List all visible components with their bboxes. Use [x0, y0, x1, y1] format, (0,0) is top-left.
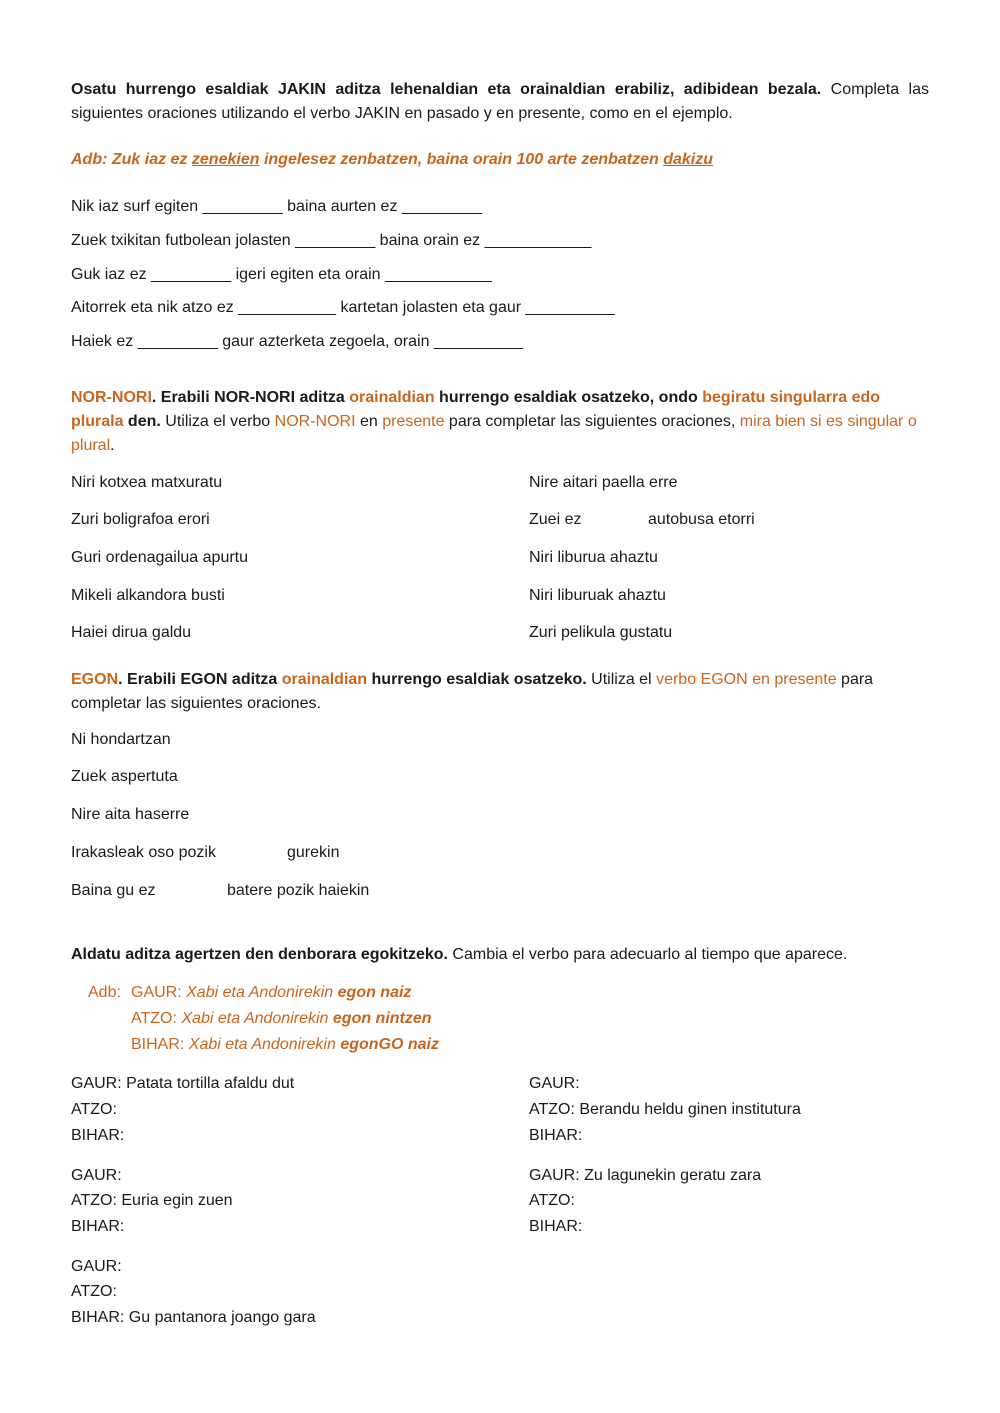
jakin-example-part: Adb: Zuk iaz ez — [71, 151, 192, 168]
egon-line-4: Irakasleak oso pozik — [71, 844, 216, 861]
aldatu-example-row-2 — [131, 1010, 432, 1028]
egon-title: EGON — [71, 671, 119, 688]
block-3-atzo: ATZO: Euria egin zuen — [71, 1192, 233, 1209]
example-label: ATZO: — [131, 1010, 177, 1027]
nornori-highlight: begiratu singularra edo plurala — [71, 389, 881, 430]
nornori-right-2: Zuei ez — [529, 511, 582, 528]
block-4-atzo: ATZO: — [529, 1192, 575, 1209]
egon-line-4-extra: gurekin — [287, 844, 340, 861]
nornori-title: NOR-NORI — [71, 389, 152, 406]
example-label: GAUR: — [131, 984, 182, 1001]
aldatu-instruction — [71, 946, 847, 964]
nornori-left-4: Mikeli alkandora busti — [71, 587, 225, 604]
jakin-instruction-rest: Completa las siguientes oraciones utilizando el verbo JAKIN en pasado y en presente, como en el ejemplo. — [71, 81, 929, 122]
block-2-atzo: ATZO: Berandu heldu ginen institutura — [529, 1101, 801, 1118]
block-5-bihar: BIHAR: Gu pantanora joango gara — [71, 1309, 316, 1326]
block-5-gaur: GAUR: — [71, 1258, 122, 1275]
jakin-line-3: Guk iaz ez _________ igeri egiten eta orain ____________ — [71, 266, 492, 283]
jakin-line-5: Haiek ez _________ gaur azterketa zegoela, orain __________ — [71, 333, 523, 350]
jakin-example-underlined-verb: zenekien — [191, 151, 260, 168]
block-1-gaur: GAUR: Patata tortilla afaldu dut — [71, 1075, 295, 1092]
nornori-instruction — [71, 386, 929, 458]
nornori-left-3: Guri ordenagailua apurtu — [71, 549, 249, 566]
egon-line-5: Baina gu ez — [71, 882, 156, 899]
example-text: Xabi eta Andonirekin — [181, 1010, 329, 1027]
block-3-gaur: GAUR: — [71, 1167, 122, 1184]
nornori-highlight: orainaldian — [349, 389, 435, 406]
nornori-right-1: Nire aitari paella erre — [529, 474, 678, 491]
jakin-example-part: ingelesez zenbatzen, baina orain 100 arte zenbatzen — [259, 151, 664, 168]
egon-text: . Erabili EGON aditza — [118, 671, 282, 688]
jakin-instruction-bold: Osatu hurrengo esaldiak JAKIN aditza lehenaldian eta orainaldian erabiliz, adibidean bezala. — [71, 81, 822, 98]
nornori-left-1: Niri kotxea matxuratu — [71, 474, 223, 491]
jakin-instruction — [71, 78, 929, 126]
example-text: Xabi eta Andonirekin — [188, 1036, 336, 1053]
nornori-text: en — [355, 413, 383, 430]
egon-instruction — [71, 668, 929, 716]
nornori-text: . — [110, 437, 115, 454]
example-verb: egonGO naiz — [340, 1036, 439, 1053]
jakin-line-1: Nik iaz surf egiten _________ baina aurten ez _________ — [71, 198, 482, 215]
nornori-text: . Erabili NOR-NORI aditza — [151, 389, 350, 406]
block-2-bihar: BIHAR: — [529, 1127, 583, 1144]
egon-line-2: Zuek aspertuta — [71, 768, 178, 785]
block-1-bihar: BIHAR: — [71, 1127, 125, 1144]
block-1-atzo: ATZO: — [71, 1101, 117, 1118]
block-3-bihar: BIHAR: — [71, 1218, 125, 1235]
nornori-text: Utiliza el verbo — [160, 413, 275, 430]
egon-text: hurrengo esaldiak osatzeko. — [367, 671, 587, 688]
nornori-text: hurrengo esaldiak osatzeko, ondo — [434, 389, 703, 406]
aldatu-instruction-bold: Aldatu aditza agertzen den denborara egokitzeko. — [71, 946, 448, 963]
egon-line-3: Nire aita haserre — [71, 806, 190, 823]
block-5-atzo: ATZO: — [71, 1283, 117, 1300]
jakin-example-underlined-verb: dakizu — [663, 151, 713, 168]
egon-text: para completar las siguientes oraciones. — [71, 671, 874, 712]
example-text: Xabi eta Andonirekin — [186, 984, 334, 1001]
nornori-highlight: mira bien si es singular o plural — [71, 413, 917, 454]
block-2-gaur: GAUR: — [529, 1075, 580, 1092]
nornori-right-5: Zuri pelikula gustatu — [529, 624, 673, 641]
egon-text: Utiliza el — [586, 671, 657, 688]
nornori-right-2-extra: autobusa etorri — [648, 511, 755, 528]
block-4-gaur: GAUR: Zu lagunekin geratu zara — [529, 1167, 762, 1184]
aldatu-example-row-1 — [131, 984, 411, 1002]
aldatu-instruction-rest: Cambia el verbo para adecuarlo al tiempo que aparece. — [447, 946, 848, 963]
jakin-line-2: Zuek txikitan futbolean jolasten _________ baina orain ez ____________ — [71, 232, 592, 249]
nornori-left-5: Haiei dirua galdu — [71, 624, 192, 641]
nornori-right-4: Niri liburuak ahaztu — [529, 587, 666, 604]
jakin-example — [71, 151, 713, 169]
jakin-line-4: Aitorrek eta nik atzo ez ___________ kartetan jolasten eta gaur __________ — [71, 299, 615, 316]
nornori-text: den. — [123, 413, 161, 430]
aldatu-example-prefix: Adb: — [88, 984, 121, 1001]
egon-highlight: orainaldian — [281, 671, 368, 688]
nornori-right-3: Niri liburua ahaztu — [529, 549, 658, 566]
egon-line-5-extra: batere pozik haiekin — [227, 882, 370, 899]
nornori-highlight: presente — [382, 413, 445, 430]
egon-line-1: Ni hondartzan — [71, 731, 171, 748]
example-label: BIHAR: — [131, 1036, 185, 1053]
example-verb: egon nintzen — [332, 1010, 432, 1027]
nornori-text: para completar las siguientes oraciones, — [444, 413, 740, 430]
egon-highlight: verbo EGON en presente — [656, 671, 837, 688]
nornori-highlight: NOR-NORI — [274, 413, 356, 430]
example-verb: egon naiz — [337, 984, 412, 1001]
nornori-left-2: Zuri boligrafoa erori — [71, 511, 210, 528]
aldatu-example-row-3 — [131, 1036, 439, 1054]
block-4-bihar: BIHAR: — [529, 1218, 583, 1235]
